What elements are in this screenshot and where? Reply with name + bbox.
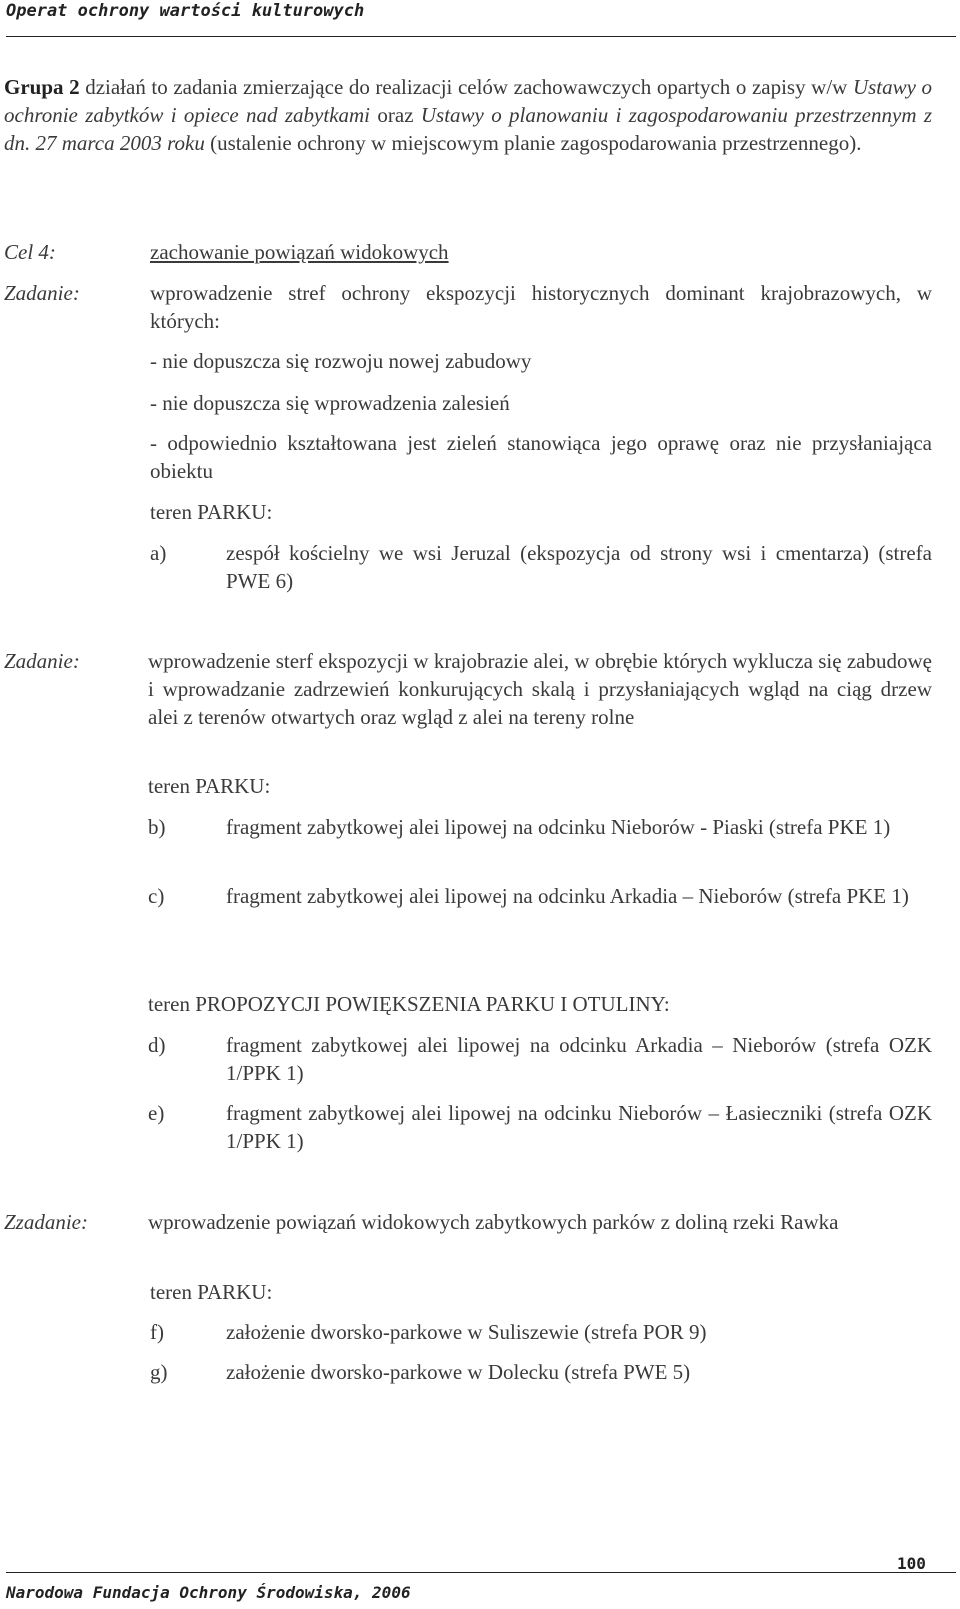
item-text-c: fragment zabytkowej alei lipowej na odcinku Arkadia – Nieborów (strefa PKE 1) [226,884,909,908]
intro-text-2: oraz [370,103,421,127]
task2-area: teren PARKU: [148,774,271,798]
page-number: 100 [897,1554,926,1573]
task3-label: Zzadanie: [4,1210,88,1234]
page-header [6,0,956,37]
item-text-e: fragment zabytkowej alei lipowej na odcinku Nieborów – Łasieczniki (strefa OZK 1/PPK 1) [226,1101,932,1153]
item-letter-a: a) [150,541,167,565]
intro-text-3: (ustalenie ochrony w miejscowym planie zagospodarowania przestrzennego). [204,131,862,155]
task2-area-2: teren PROPOZYCJI POWIĘKSZENIA PARKU I OTULINY: [148,992,670,1016]
goal-text: zachowanie powiązań widokowych [150,240,449,264]
item-letter-c: c) [148,884,165,908]
task1-bullet-1: - nie dopuszcza się rozwoju nowej zabudowy [150,349,532,373]
page-footer [6,1572,956,1602]
task1-bullet-3: - odpowiednio kształtowana jest zieleń stanowiąca jego oprawę oraz nie przysłaniająca obiektu [150,431,932,483]
item-text-b: fragment zabytkowej alei lipowej na odcinku Nieborów - Piaski (strefa PKE 1) [226,815,891,839]
intro-law-2: Ustawy o planowaniu i zagospodarowaniu przestrzennym z dn. 27 marca 2003 roku [4,103,933,155]
task1-bullet-2: - nie dopuszcza się wprowadzenia zalesień [150,391,510,415]
task2-text: wprowadzenie sterf ekspozycji w krajobrazie alei, w obrębie których wyklucza się zabudowę i wprowadzanie zadrzewień konkurujących skalą i przysłaniających wgląd na ciąg drzew alei z terenów otwartych oraz wgląd z alei na tereny rolne [148,649,932,729]
item-letter-f: f) [150,1320,164,1344]
task1-text: wprowadzenie stref ochrony ekspozycji historycznych dominant krajobrazowych, w których: [150,281,932,333]
item-letter-e: e) [148,1101,165,1125]
item-letter-d: d) [148,1033,166,1057]
item-text-d: fragment zabytkowej alei lipowej na odcinku Arkadia – Nieborów (strefa OZK 1/PPK 1) [226,1033,932,1085]
task2-label: Zadanie: [4,649,80,673]
item-letter-b: b) [148,815,166,839]
header-title: Operat ochrony wartości kulturowych [6,1,365,21]
item-text-f: założenie dworsko-parkowe w Suliszewie (strefa POR 9) [226,1320,707,1344]
task3-text: wprowadzenie powiązań widokowych zabytkowych parków z doliną rzeki Rawka [148,1210,839,1234]
footer-text: Narodowa Fundacja Ochrony Środowiska, 2006 [6,1583,411,1602]
intro-paragraph [4,73,932,157]
task1-area: teren PARKU: [150,500,273,524]
task3-area: teren PARKU: [150,1280,273,1304]
item-text-g: założenie dworsko-parkowe w Dolecku (strefa PWE 5) [226,1360,691,1384]
item-text-a: zespół kościelny we wsi Jeruzal (ekspozycja od strony wsi i cmentarza) (strefa PWE 6) [226,541,932,593]
item-letter-g: g) [150,1360,168,1384]
task1-label: Zadanie: [4,281,80,305]
intro-text-1: działań to zadania zmierzające do realizacji celów zachowawczych opartych o zapisy w/w [79,75,853,99]
goal-label: Cel 4: [4,240,56,264]
intro-law-1: Ustawy o ochronie zabytków i opiece nad zabytkami [4,75,933,127]
intro-lead: Grupa 2 [4,75,80,99]
